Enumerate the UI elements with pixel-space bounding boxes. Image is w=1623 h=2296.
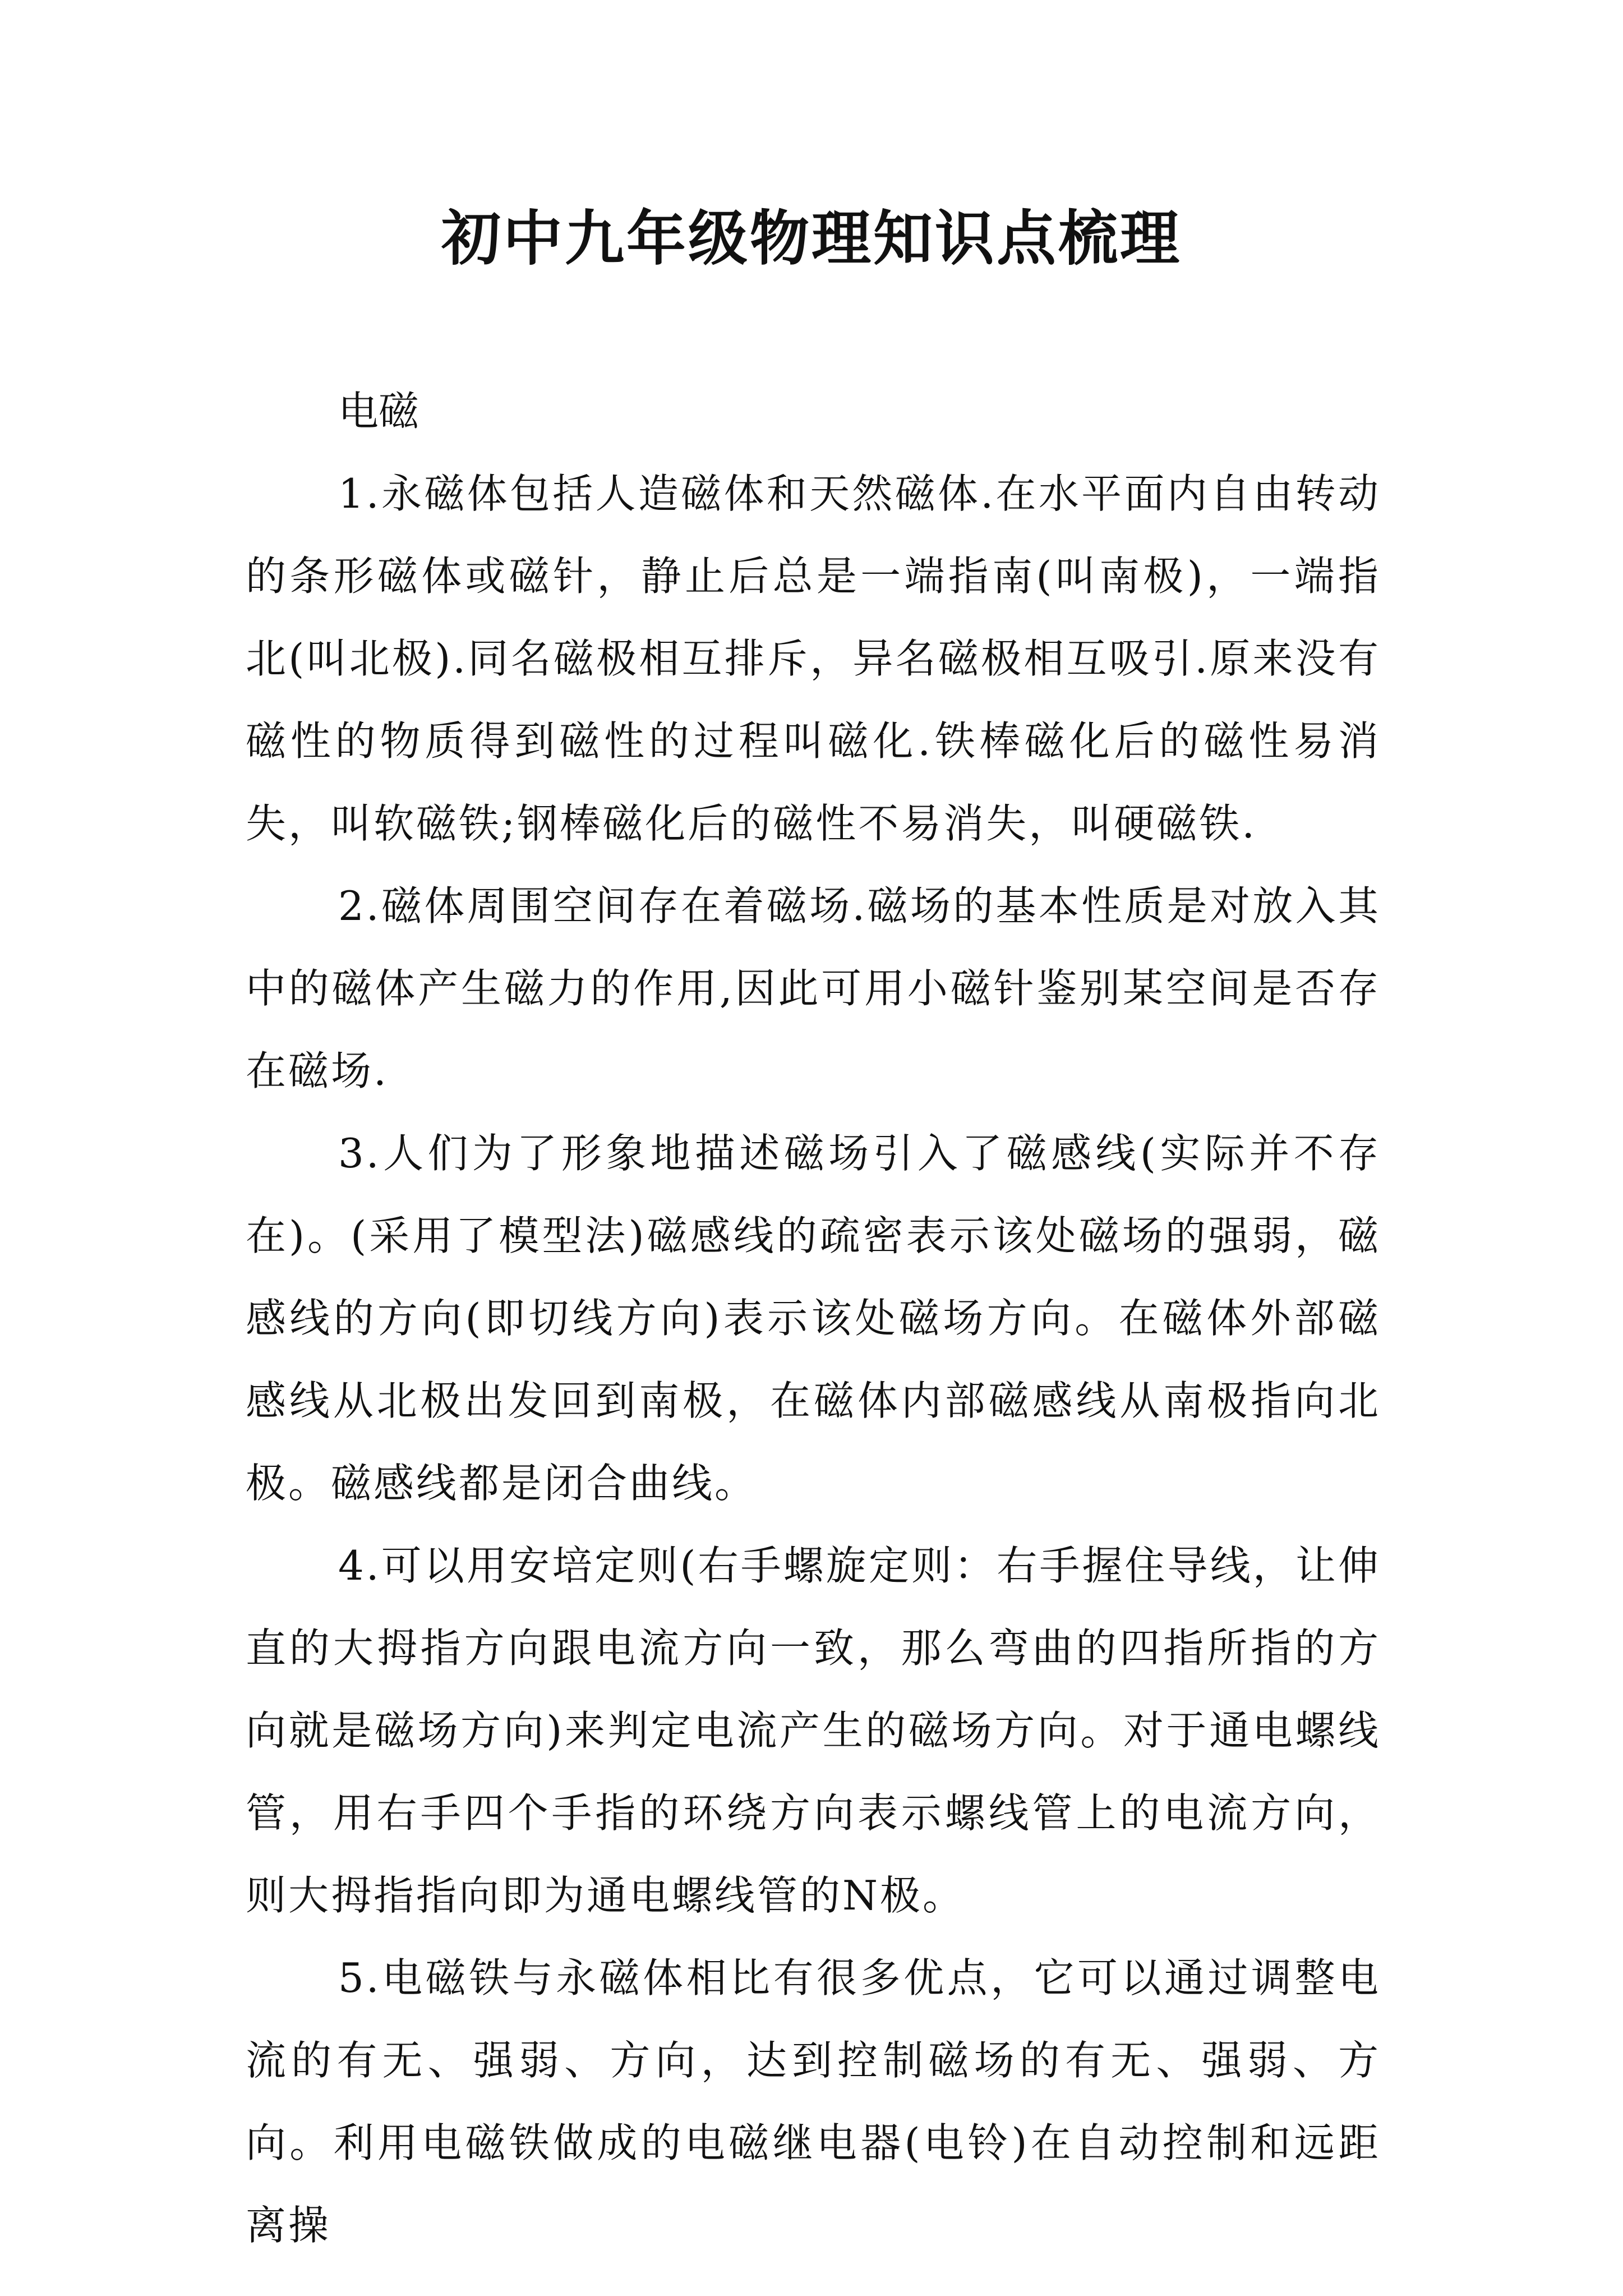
paragraph-3: 3.人们为了形象地描述磁场引入了磁感线(实际并不存在)。(采用了模型法)磁感线的疏密表示该处磁场的强弱，磁感线的方向(即切线方向)表示该处磁场方向。在磁体外部磁感线从北极出发回到南极，在磁体内部磁感线从南极指向北极。磁感线都是闭合曲线。	[246, 1130, 1381, 1507]
paragraph-2: 2.磁体周围空间存在着磁场.磁场的基本性质是对放入其中的磁体产生磁力的作用,因此可用小磁针鉴别某空间是否存在磁场.	[246, 882, 1381, 1094]
document-body	[246, 370, 1381, 2267]
document-title: 初中九年级物理知识点梳理	[441, 203, 1182, 273]
section-heading: 电磁	[338, 388, 419, 435]
paragraph-4: 4.可以用安培定则(右手螺旋定则：右手握住导线，让伸直的大拇指方向跟电流方向一致，那么弯曲的四指所指的方向就是磁场方向)来判定电流产生的磁场方向。对于通电螺线管，用右手四个手指的环绕方向表示螺线管上的电流方向，则大拇指指向即为通电螺线管的N极。	[246, 1542, 1381, 1919]
paragraph-1: 1.永磁体包括人造磁体和天然磁体.在水平面内自由转动的条形磁体或磁针，静止后总是一端指南(叫南极)，一端指北(叫北极).同名磁极相互排斥，异名磁极相互吸引.原来没有磁性的物质得到磁性的过程叫磁化.铁棒磁化后的磁性易消失，叫软磁铁;钢棒磁化后的磁性不易消失，叫硬磁铁.	[246, 470, 1381, 847]
paragraph-5: 5.电磁铁与永磁体相比有很多优点，它可以通过调整电流的有无、强弱、方向，达到控制磁场的有无、强弱、方向。利用电磁铁做成的电磁继电器(电铃)在自动控制和远距离操	[246, 1954, 1381, 2249]
